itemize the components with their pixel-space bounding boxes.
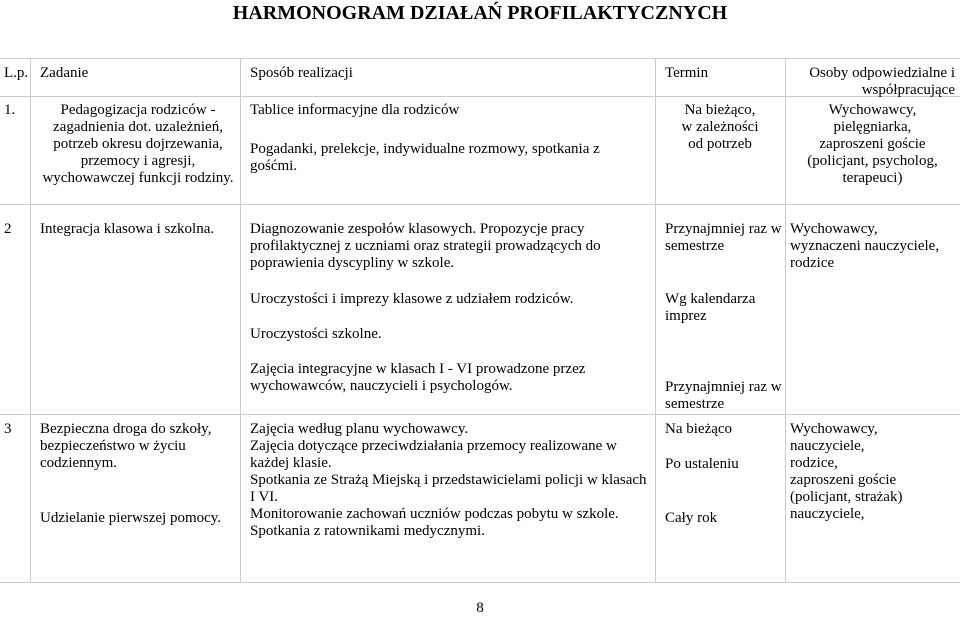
header-lp: L.p.	[4, 65, 29, 81]
col-divider-1	[30, 58, 31, 582]
row3-task-1: Bezpieczna droga do szkoły, bezpieczeństwo w życiu codziennym.	[40, 421, 212, 471]
table-top-border	[0, 58, 960, 59]
row3-term-3: Cały rok	[665, 510, 718, 526]
page-number: 8	[476, 600, 484, 616]
row1-term: Na bieżąco, w zależności od potrzeb	[681, 102, 759, 152]
header-term: Termin	[665, 65, 709, 81]
row1-persons: Wychowawcy, pielęgniarka, zaproszeni goście (policjant, psycholog, terapeuci)	[807, 102, 938, 186]
row2-method-4: Zajęcia integracyjne w klasach I - VI prowadzone przez wychowawców, nauczycieli i psychologów.	[250, 361, 586, 394]
row2-term-1: Przynajmniej raz w semestrze	[665, 221, 782, 254]
row3-term-2: Po ustaleniu	[665, 456, 739, 472]
table-bottom-border	[0, 582, 960, 583]
row3-persons: Wychowawcy, nauczyciele, rodzice, zaproszeni goście (policjant, strażak) nauczyciele,	[790, 421, 903, 522]
row1-task: Pedagogizacja rodziców - zagadnienia dot. uzależnień, potrzeb okresu dojrzewania, przemocy i agresji, wychowawczej funkcji rodziny.	[42, 102, 234, 186]
row1-method-1: Tablice informacyjne dla rodziców	[250, 102, 460, 118]
row3-lp: 3	[4, 421, 12, 437]
row1-lp: 1.	[4, 102, 16, 118]
row2-term-3: Przynajmniej raz w semestrze	[665, 379, 782, 412]
row1-method-2: Pogadanki, prelekcje, indywidualne rozmowy, spotkania z gośćmi.	[250, 141, 600, 174]
row2-lp: 2	[4, 221, 12, 237]
row2-method-2: Uroczystości i imprezy klasowe z udziałem rodziców.	[250, 291, 574, 307]
row3-method: Zajęcia według planu wychowawcy. Zajęcia dotyczące przeciwdziałania przemocy realizowane w każdej klasie. Spotkania ze Strażą Miejską i przedstawicielami policji w klasach I VI. Monitorowanie zachowań uczniów podczas pobytu w szkole. Spotkania z ratownikami medycznymi.	[250, 421, 647, 539]
row2-term-2: Wg kalendarza imprez	[665, 291, 756, 324]
row1-bottom-border	[0, 204, 960, 205]
row2-method-1: Diagnozowanie zespołów klasowych. Propozycje pracy profilaktycznej z uczniami oraz strategii prowadzących do poprawienia dyscypliny w szkole.	[250, 221, 601, 271]
row2-task: Integracja klasowa i szkolna.	[40, 221, 215, 237]
row2-method-3: Uroczystości szkolne.	[250, 326, 382, 342]
col-divider-2	[240, 58, 241, 582]
row2-persons: Wychowawcy, wyznaczeni nauczyciele, rodzice	[790, 221, 940, 271]
row3-task-2: Udzielanie pierwszej pomocy.	[40, 510, 222, 526]
row3-term-1: Na bieżąco	[665, 421, 733, 437]
header-method: Sposób realizacji	[250, 65, 353, 81]
document-title: HARMONOGRAM DZIAŁAŃ PROFILAKTYCZNYCH	[232, 2, 728, 24]
header-task: Zadanie	[40, 65, 89, 81]
row2-bottom-border	[0, 414, 960, 415]
header-persons: Osoby odpowiedzialne i współpracujące	[809, 65, 955, 98]
